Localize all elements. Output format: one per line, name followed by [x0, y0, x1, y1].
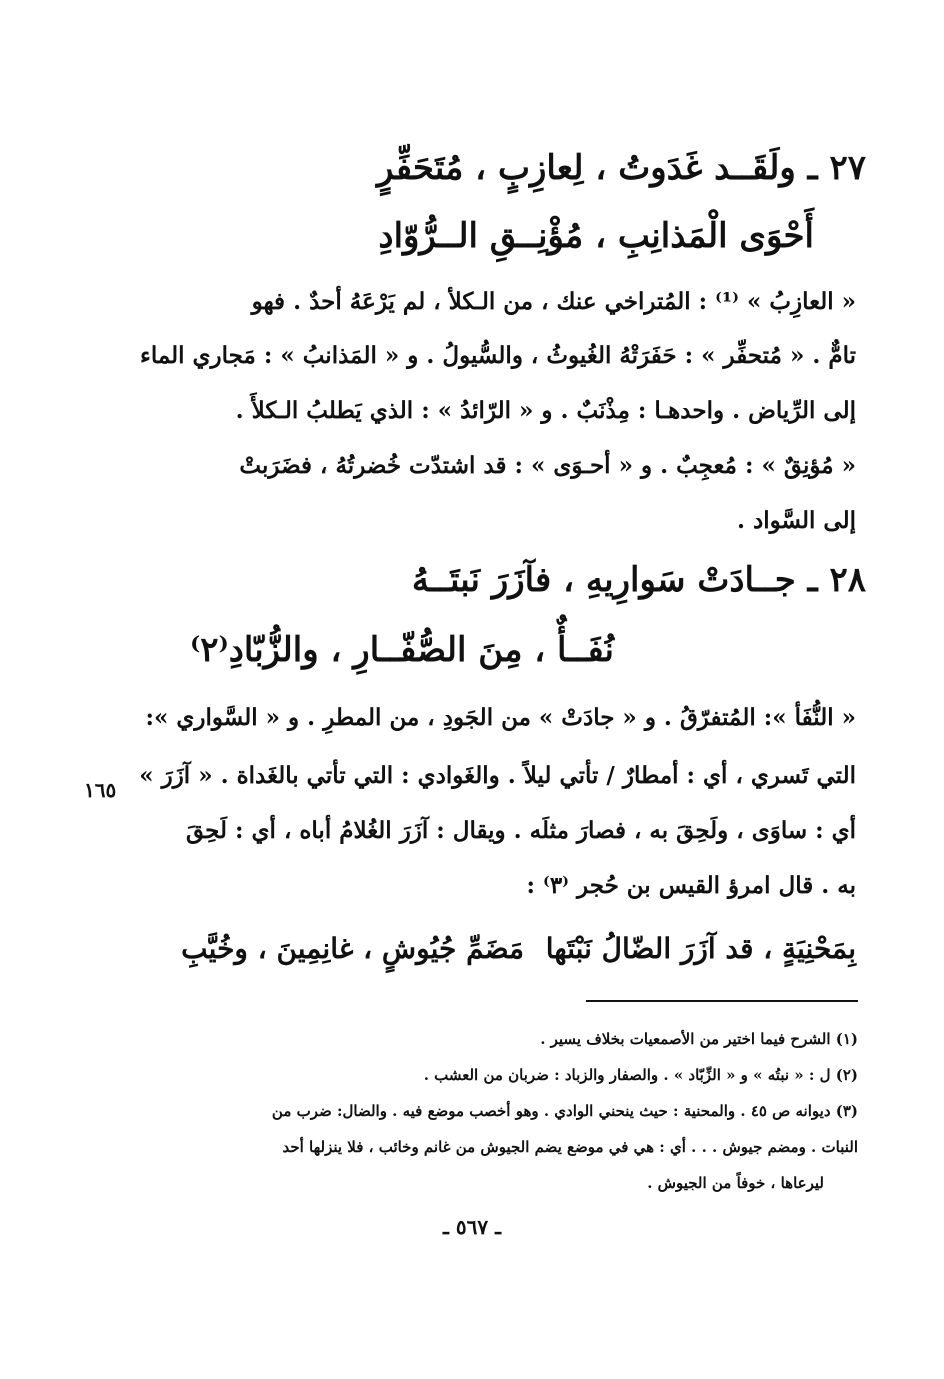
footnote-2: (٢) ل : « نبتُه » و « الزِّبّاد » . والصفار والزباد : ضربان من العشب .	[423, 1066, 858, 1084]
commentary-27-line-3: إلى الرِّياض . واحدهـا : مِذْنَبٌ . و « الرّائدُ » : الذي يَطلبُ الـكلأَ .	[235, 397, 856, 424]
commentary-27-line-4: « مُؤنِقٌ » : مُعجِبٌ . و « أحـوَى » : قد اشتدّت خُضرتُهُ ، فضَرَبتْ	[239, 452, 856, 479]
footnote-1: (١) الشرح فيما اختير من الأصمعيات بخلاف يسير .	[540, 1030, 858, 1048]
margin-page-reference: ١٦٥	[84, 778, 117, 802]
footnote-3-line-3: ليرعاها ، خوفاً من الجيوش .	[647, 1174, 824, 1192]
commentary-28-line-2: التي تَسري ، أي : أمطارٌ / تأتي ليلاً . والغَوادي : التي تأتي بالغَداة . « آزَرَ »	[139, 762, 856, 789]
verse-27-line-2: أَحْوَى الْمَذانِبِ ، مُؤْنِــقِ الــرُّوّادِ	[378, 216, 814, 256]
commentary-28-line-3: أي : ساوَى ، ولَحِقَ به ، فصارَ مثلَه . ويقال : آزَرَ الغُلامُ أباه ، أي : لَحِقَ	[186, 817, 856, 844]
footnote-separator	[586, 1000, 858, 1002]
commentary-28-line-1: « النُّفَأ »: المُتفرّقُ . و « جادَتْ » من الجَودِ ، من المطرِ . و « السَّواري »:	[145, 704, 856, 731]
quote-second-hemistich: مَضَمِّ جُيُوشٍ ، غانِمِينَ ، وخُيَّبِ	[181, 932, 524, 965]
verse-28-line-1: ٢٨ ـ جــادَتْ سَوارِيهِ ، فآزَرَ نَبتَــهُ	[411, 560, 866, 600]
commentary-27-line-1: « العازِبُ » ⁽¹⁾ : المُتراخي عنك ، من الـكلأ ، لم يَرْعَهُ أحدٌ . فهو	[251, 288, 856, 315]
commentary-27-line-2: تامٌّ . « مُتحفِّر » : حَفَرَتْهُ الغُيوثُ ، والسُّيولُ . و « المَذانبُ » : مَجاري الماء	[140, 342, 856, 369]
footnote-3-line-1: (٣) ديوانه ص ٤٥ . والمحنية : حيث ينحني الوادي . وهو أخصب موضع فيه . والضال: ضرب من	[271, 1102, 858, 1120]
quote-first-hemistich: بِمَحْنِيَةٍ ، قد آزَرَ الضّالُ نَبْتَها	[545, 932, 856, 965]
verse-28-line-2: نُفَــأٌ ، مِنَ الصُّفّــارِ ، والزُّبّادِ⁽٢⁾	[190, 630, 614, 670]
footnote-3-line-2: النبات . ومضم جيوش . . . أي : هي في موضع يضم الجيوش من غانم وخائب ، فلا ينزلها أحد	[282, 1138, 858, 1156]
commentary-27-line-5: إلى السَّواد .	[736, 507, 856, 534]
verse-27-line-1: ٢٧ ـ ولَقَــد غَدَوتُ ، لِعازِبٍ ، مُتَحَفِّرٍ	[376, 148, 866, 188]
commentary-28-line-4: به . قال امرؤ القيس بن حُجر ⁽٣⁾ :	[526, 872, 856, 899]
page-number: ـ ٥٦٧ ـ	[443, 1215, 501, 1239]
